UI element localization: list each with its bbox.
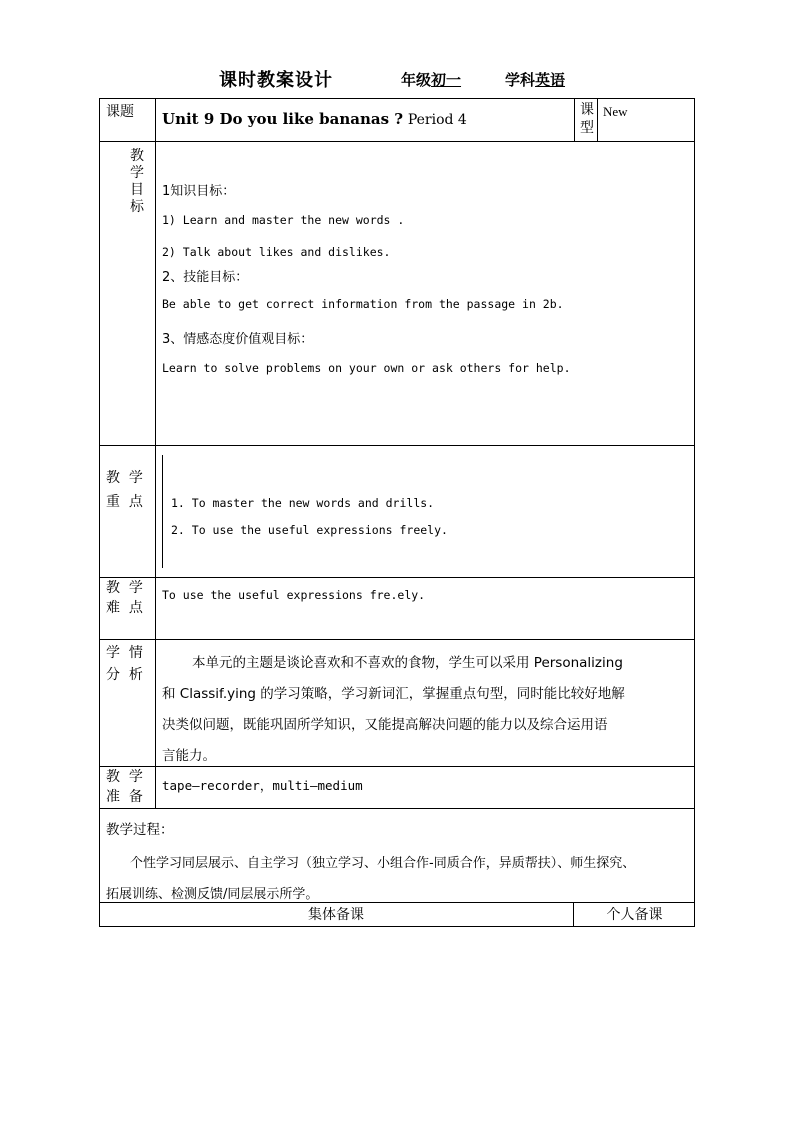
emotion-item: Learn to solve problems on your own or ask others for help. [162,361,571,375]
skill-item: Be able to get correct information from the passage in 2b. [162,297,564,311]
key-points-label [106,466,143,514]
analysis-line: 决类似问题，既能巩固所学知识，又能提高解决问题的能力以及综合运用语 [162,717,608,733]
process-heading: 教学过程： [106,822,174,838]
subject-field [505,69,565,90]
topic-title-line [162,110,467,128]
emotion-heading: 3、情感态度价值观目标： [162,332,314,347]
difficulties-text: To use the useful expressions fre.ely. [162,588,426,602]
type-label-2: 型 [580,120,594,136]
subject-label: 学科 [505,71,536,89]
grade-field [401,69,461,90]
analysis-text [162,648,692,772]
key-points-label-2: 重 点 [106,494,143,510]
row-divider [99,639,695,640]
grade-label: 年级 [401,71,432,89]
row-divider [99,577,695,578]
row-divider [99,445,695,446]
knowledge-heading: 1知识目标： [162,184,236,199]
type-label [580,101,594,137]
knowledge-item: 2) Talk about likes and dislikes. [162,245,391,259]
process-line: 个性学习同层展示、自主学习（独立学习、小组合作-同质合作，异质帮扶）、师生探究、 [130,856,636,871]
key-points-bar [162,455,163,568]
type-value: New [603,104,628,119]
col-divider [574,98,575,141]
preparation-label-1: 教 学 [106,769,143,785]
process-line: 拓展训练、检测反馈/同层展示所学。 [106,887,319,902]
type-label-1: 课 [580,102,594,118]
analysis-label [106,642,143,686]
key-points-label-1: 教 学 [106,470,143,486]
key-point-item: 1. To master the new words and drills. [171,496,435,510]
knowledge-item: 1) Learn and master the new words . [162,213,405,227]
process-text [106,848,691,910]
difficulties-label [106,578,143,618]
difficulties-label-1: 教 学 [106,580,143,596]
analysis-line: 言能力。 [162,748,216,764]
group-prep-label: 集体备课 [308,907,364,923]
preparation-text: tape—recorder，multi—medium [162,778,363,793]
topic-period: Period 4 [407,112,467,128]
analysis-label-2: 分 析 [106,667,143,683]
document-header [0,66,794,92]
preparation-label [106,767,143,807]
difficulties-label-2: 难 点 [106,600,143,616]
analysis-label-1: 学 情 [106,645,143,661]
topic-title: Unit 9 Do you like bananas ? [162,110,404,128]
row-divider [99,808,695,809]
grade-value: 初一 [431,71,462,89]
skill-heading: 2、技能目标： [162,270,249,285]
subject-value: 英语 [535,71,566,89]
analysis-line: 本单元的主题是谈论喜欢和不喜欢的食物，学生可以采用 Personalizing [192,655,623,671]
preparation-label-2: 准 备 [106,789,143,805]
personal-prep-label: 个人备课 [606,907,663,923]
analysis-line: 和 Classif.ying 的学习策略，学习新词汇，掌握重点句型，同时能比较好地解 [162,686,625,702]
topic-label: 课题 [106,104,134,120]
col-divider [155,98,156,808]
col-divider [597,98,598,141]
key-point-item: 2. To use the useful expressions freely. [171,523,448,537]
document-title: 课时教案设计 [219,70,333,91]
row-divider [99,141,695,142]
objectives-label: 教学目标 [130,148,144,215]
